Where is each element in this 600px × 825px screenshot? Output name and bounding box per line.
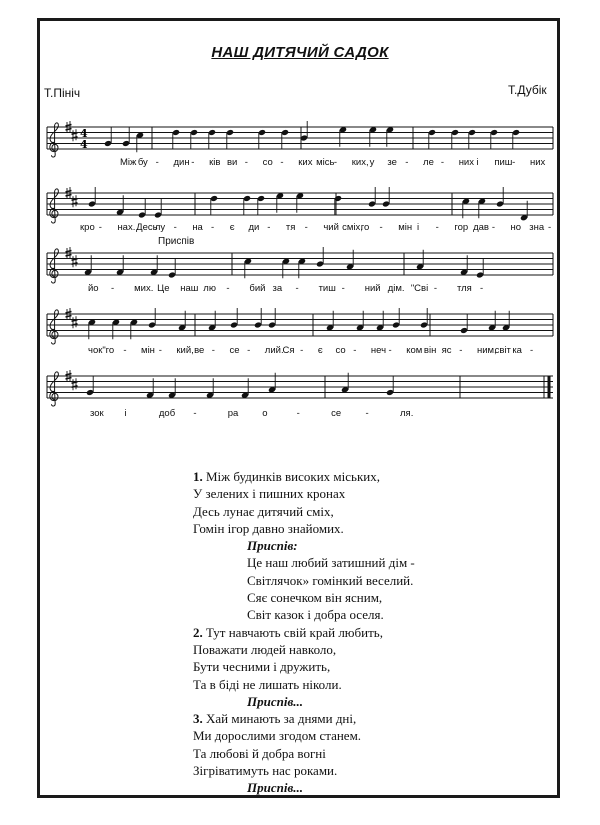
lyric-syllable: у <box>369 157 375 168</box>
lyric-syllable: - <box>433 283 438 294</box>
lyric-syllable: нах. <box>117 222 136 233</box>
lyric-syllable: йо <box>88 283 99 294</box>
lyric-syllable: Між <box>120 157 137 168</box>
lyric-syllable: сміх, <box>342 222 363 233</box>
lyric-syllable: наш <box>180 283 199 294</box>
sharp-icon <box>72 129 78 141</box>
lyric-syllable: - <box>353 345 357 356</box>
lyric-syllable: тя <box>285 222 296 233</box>
treble-clef-icon <box>50 249 59 283</box>
sharp-icon <box>72 255 78 267</box>
lyric-syllable: - <box>512 157 516 168</box>
lyric-syllable: ви <box>226 157 238 168</box>
lyric-syllable: він <box>423 345 437 356</box>
lyric-syllable: ве <box>194 345 205 356</box>
lyric-syllable: - <box>480 283 484 294</box>
staff-2 <box>47 187 553 223</box>
lyric-syllable: Це <box>157 283 170 294</box>
lyric-syllable: - <box>341 283 345 294</box>
lyric-syllable: - <box>379 222 383 233</box>
staff-3 <box>47 247 553 283</box>
verse-1-line-1: 1. Між будинків високих міських, <box>193 469 380 484</box>
lyric-syllable: ких, <box>351 157 369 168</box>
song-title: НАШ ДИТЯЧИЙ САДОК <box>211 44 389 61</box>
lyric-syllable: на <box>192 222 203 233</box>
verse-2-line-3: Бути чесними і дружить, <box>193 659 331 675</box>
sharp-icon <box>72 316 78 328</box>
lyric-syllable: - <box>295 283 299 294</box>
lyric-syllable: лу <box>154 222 166 233</box>
lyric-syllable: - <box>193 408 197 419</box>
lyric-syllable: ка <box>512 345 522 356</box>
chorus-line-2: Світлячок» гомінкий веселий. <box>247 572 414 588</box>
treble-clef-icon <box>50 123 59 157</box>
lyric-syllable: неч <box>370 345 387 356</box>
lyric-syllable: - <box>191 157 195 168</box>
verse-2-line-4: Та в біді не лишать ніколи. <box>193 676 342 692</box>
lyric-syllable: - <box>267 222 271 233</box>
lyric-syllable: ком <box>406 345 423 356</box>
time-signature: 4 <box>80 138 88 151</box>
lyric-syllable: них <box>458 157 474 168</box>
lyric-syllable: ле <box>423 157 434 168</box>
lyric-syllable: го <box>105 345 115 356</box>
lyric-syllable: - <box>333 157 338 168</box>
lyric-syllable: кий, <box>176 345 194 356</box>
lyric-syllable: лий. <box>264 345 284 356</box>
lyric-syllable: но <box>510 222 522 233</box>
verse-1-line-2: У зелених і пишних кронах <box>193 486 346 502</box>
lyric-syllable: - <box>300 345 304 356</box>
lyric-syllable: - <box>226 283 230 294</box>
lyric-syllable: зна <box>529 222 545 233</box>
lyric-syllable: є <box>229 222 235 233</box>
verse-3-line-4: Зігріватимуть нас роками. <box>193 763 338 779</box>
verse-2-line-1: 2. Тут навчають свій край любить, <box>193 624 383 640</box>
lyric-syllable: дім. <box>387 283 405 294</box>
lyric-syllable: дин <box>173 157 190 168</box>
lyric-syllable: є <box>317 345 323 356</box>
staff-5 <box>47 370 553 406</box>
lyric-syllable: ких <box>298 157 313 168</box>
lyric-syllable: - <box>247 345 251 356</box>
verse-3-line-2: Ми дорослими згодом станем. <box>193 728 362 744</box>
lyric-syllable: мін <box>398 222 413 233</box>
lyric-syllable: тиш <box>318 283 336 294</box>
lyric-syllable: ним, <box>476 345 497 356</box>
chorus-line-3: Сяє сонечком він ясним, <box>247 590 383 606</box>
lyric-syllable: світ <box>494 345 511 356</box>
lyric-syllable: і <box>476 157 479 168</box>
lyric-syllable: ний <box>364 283 381 294</box>
chorus-line-4: Світ казок і добра оселя. <box>247 607 384 623</box>
lyric-syllable: - <box>491 222 495 233</box>
lyric-syllable: со <box>335 345 346 356</box>
lyric-syllable: - <box>405 157 409 168</box>
lyric-syllable: доб <box>158 408 176 419</box>
lyric-syllable: - <box>173 222 177 233</box>
time-signature: 4 <box>80 127 88 140</box>
chorus-marker: Приспів <box>158 236 195 247</box>
verses-text <box>193 468 493 797</box>
lyric-syllable: зок <box>90 408 104 419</box>
lyric-syllable: них <box>530 157 546 168</box>
lyric-syllable: - <box>280 157 284 168</box>
lyric-syllable: тля <box>456 283 472 294</box>
lyric-syllable: - <box>548 222 552 233</box>
lyric-syllable: ля. <box>400 408 414 419</box>
lyric-syllable: - <box>440 157 445 168</box>
lyric-syllable: і <box>416 222 420 233</box>
lyric-syllable: со <box>262 157 273 168</box>
verse-3-line-1: 3. Хай минають за днями дні, <box>193 711 357 727</box>
lyric-syllable: чий <box>323 222 339 233</box>
lyric-syllable: гор <box>454 222 469 233</box>
lyric-syllable: - <box>158 345 162 356</box>
treble-clef-icon <box>50 310 59 344</box>
lyric-syllable: бий <box>249 283 266 294</box>
chorus-repeat-1: Приспів... <box>247 693 304 709</box>
verse-2-line-2: Поважати людей навколо, <box>193 641 337 657</box>
lyric-syllable: - <box>211 222 215 233</box>
lyric-syllable: за <box>272 283 283 294</box>
lyric-syllable: - <box>388 345 392 356</box>
treble-clef-icon <box>50 189 59 223</box>
lyric-syllable: зе <box>387 157 397 168</box>
lyric-syllable: - <box>155 157 159 168</box>
sharp-icon <box>72 195 78 207</box>
lyric-syllable: - <box>123 345 127 356</box>
sharp-icon <box>72 378 78 390</box>
composer-name: Т.Дубік <box>508 83 547 97</box>
chorus-line-1: Це наш любий затишний дім - <box>247 555 415 571</box>
lyric-syllable: о <box>262 408 268 419</box>
verse-1-line-4: Гомін ігор давно знайомих. <box>193 520 344 536</box>
lyric-syllable: пиш <box>494 157 513 168</box>
staff-4 <box>47 308 553 344</box>
lyric-syllable: се <box>331 408 342 419</box>
chorus-title: Приспів: <box>247 538 298 554</box>
lyric-syllable: - <box>530 345 534 356</box>
lyric-syllable: яс <box>441 345 452 356</box>
lyric-syllable: - <box>365 408 369 419</box>
lyric-syllable: "Сві <box>410 283 429 294</box>
lyric-syllable: мін <box>141 345 155 356</box>
lyric-syllable: го <box>360 222 370 233</box>
lyric-syllable: - <box>111 283 115 294</box>
lyric-syllable: се <box>229 345 240 356</box>
lyric-syllable: мих. <box>134 283 154 294</box>
verse-1-line-3: Десь лунає дитячий сміх, <box>193 503 334 519</box>
lyric-syllable: чок" <box>88 345 106 356</box>
lyric-syllable: бу <box>137 157 148 168</box>
lyric-syllable: місь <box>316 157 335 168</box>
lyric-syllable: - <box>296 408 300 419</box>
lyric-syllable: ків <box>209 157 221 168</box>
lyric-syllable: дав <box>473 222 489 233</box>
lyric-syllable: - <box>244 157 248 168</box>
staff-1 <box>47 121 553 157</box>
lyric-syllable: - <box>304 222 308 233</box>
lyric-syllable: лю <box>203 283 216 294</box>
lyric-syllable: - <box>211 345 215 356</box>
lyric-syllable: - <box>435 222 439 233</box>
chorus-repeat-2: Приспів... <box>247 780 304 796</box>
lyric-syllable: Ся <box>282 345 295 356</box>
lyric-syllable: - <box>98 222 102 233</box>
verse-3-line-3: Та любові й добра вогні <box>193 745 326 761</box>
lyric-syllable: і <box>124 408 127 419</box>
lyric-syllable: кро <box>80 222 95 233</box>
lyric-syllable: - <box>459 345 463 356</box>
lyric-syllable: ди <box>248 222 260 233</box>
treble-clef-icon <box>50 372 59 406</box>
lyric-syllable: ра <box>227 408 239 419</box>
lyricist-name: Т.Пініч <box>44 86 81 100</box>
lyric-syllable: Десь <box>136 222 158 233</box>
